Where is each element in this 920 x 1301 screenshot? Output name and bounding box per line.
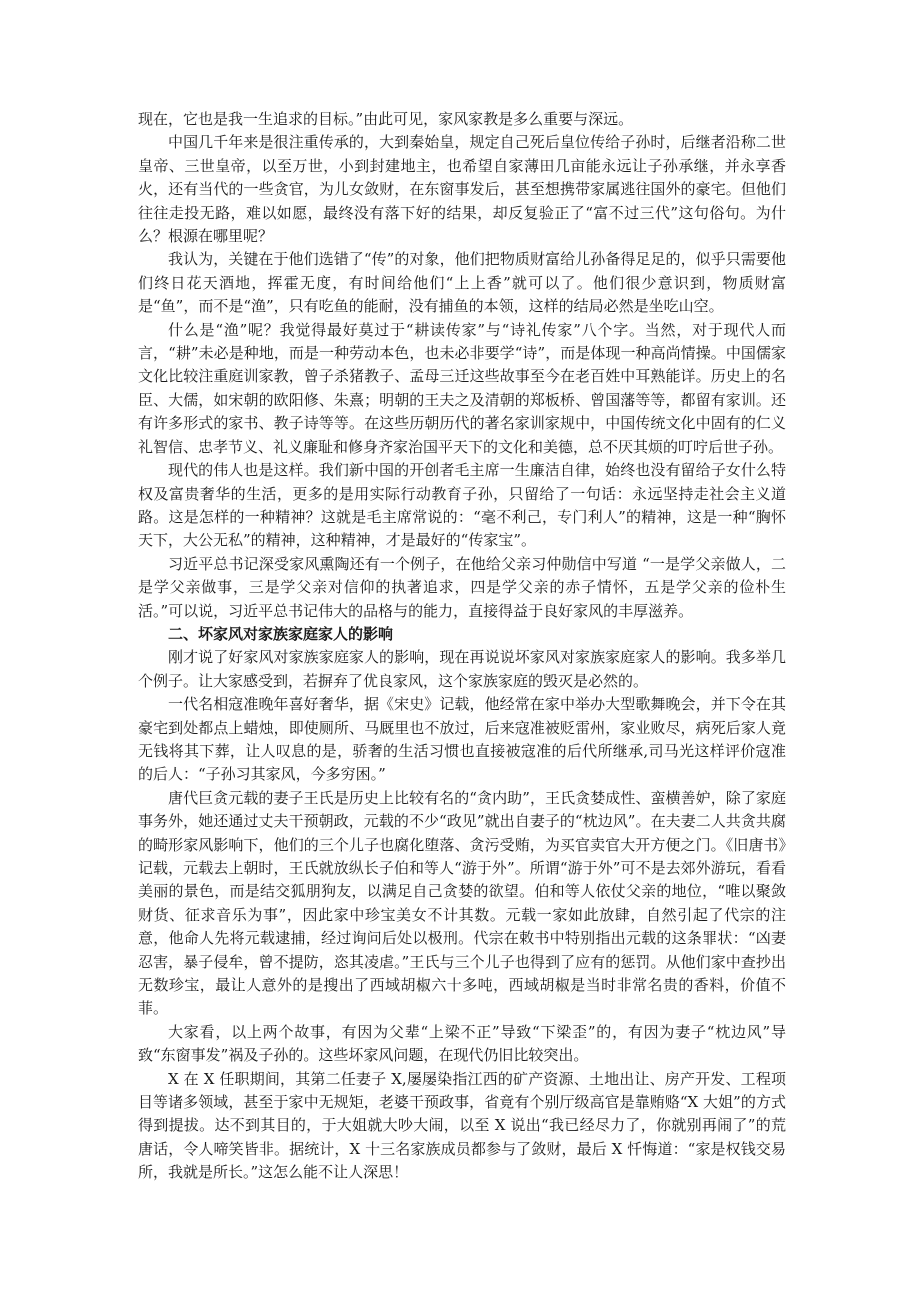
paragraph: 现代的伟人也是这样。我们新中国的开创者毛主席一生廉洁自律，始终也没有留给子女什么特权及富贵奢华的生活，更多的是用实际行动教育子孙，只留给了一句话：永远坚持走社会主义道路。这是怎样的一种精神？这就是毛主席常说的：“毫不利己，专门利人”的精神，这是一种“胸怀天下，大公无私”的精神，这种精神，才是最好的“传家宝”。: [138, 461, 786, 550]
paragraph: 我认为，关键在于他们选错了“传”的对象，他们把物质财富给儿孙备得足足的，似乎只需要他们终日花天酒地，挥霍无度，有时间给他们“上上香”就可以了。他们很少意识到，物质财富是“鱼”，而不是“渔”，只有吃鱼的能耐，没有捕鱼的本领，这样的结局必然是坐吃山空。: [138, 250, 786, 316]
paragraph: 唐代巨贪元载的妻子王氏是历史上比较有名的“贪内助”，王氏贪婪成性、蛮横善妒，除了家庭事务外，她还通过丈夫干预朝政，元载的不少“政见”就出自妻子的“枕边风”。在夫妻二人共贪共腐的畸形家风影响下，他们的三个儿子也腐化堕落、贪污受贿，为买官卖官大开方便之门。《旧唐书》记载，元载去上朝时，王氏就放纵长子伯和等人“游于外”。所谓“游于外”可不是去郊外游玩，看看美丽的景色，而是结交狐朋狗友，以满足自己贪婪的欲望。伯和等人依仗父亲的地位，“唯以聚敛财货、征求音乐为事”，因此家中珍宝美女不计其数。元载一家如此放肆，自然引起了代宗的注意，他命人先将元载逮捕，经过询问后处以极刑。代宗在敕书中特别指出元载的这条罪状：“凶妻忍害，暴子侵牟，曾不提防，恣其凌虐。”王氏与三个儿子也得到了应有的惩罚。从他们家中查抄出无数珍宝，最让人意外的是搜出了西域胡椒六十多吨，西域胡椒是当时非常名贵的香料，价值不菲。: [138, 788, 786, 1018]
paragraph: 大家看，以上两个故事，有因为父辈“上梁不正”导致“下梁歪”的，有因为妻子“枕边风”导致“东窗事发”祸及子孙的。这些坏家风问题，在现代仍旧比较突出。: [138, 1022, 786, 1065]
paragraph: X 在 X 任职期间，其第二任妻子 X,屡屡染指江西的矿产资源、土地出让、房产开发、工程项目等诸多领域，甚至于家中无规矩，老婆干预政事，省竟有个别厅级高官是靠贿赂“X 大姐”的方式得到提拔。达不到其目的，于大姐就大吵大闹，以至 X 说出“我已经尽力了，你就别再闹了”的荒唐话，令人啼笑皆非。据统计，X 十三名家族成员都参与了敛财，最后 X 忏悔道：“家是权钱交易所，我就是所长。”这怎么能不让人深思！: [138, 1069, 786, 1182]
paragraph: 一代名相寇准晚年喜好奢华，据《宋史》记载，他经常在家中举办大型歌舞晚会，并下令在其豪宅到处都点上蜡烛，即使厕所、马厩里也不放过，后来寇准被贬雷州，家业败尽，病死后家人竟无钱将其下葬，让人叹息的是，骄奢的生活习惯也直接被寇准的后代所继承,司马光这样评价寇准的后人：“子孙习其家风，今多穷困。”: [138, 695, 786, 784]
paragraph: 习近平总书记深受家风熏陶还有一个例子，在他给父亲习仲勋信中写道 “一是学父亲做人，二是学父亲做事，三是学父亲对信仰的执著追求，四是学父亲的赤子情怀，五是学父亲的俭朴生活。”可以说，习近平总书记伟大的品格与的能力，直接得益于良好家风的丰厚滋养。: [138, 554, 786, 620]
document-body: [138, 108, 786, 1185]
section-heading: 二、坏家风对家族家庭家人的影响: [168, 624, 394, 643]
paragraph: 什么是“渔”呢？我觉得最好莫过于“耕读传家”与“诗礼传家”八个字。当然，对于现代人而言，“耕”未必是种地，而是一种劳动本色，也未必非要学“诗”，而是体现一种高尚情操。中国儒家文化比较注重庭训家教，曾子杀猪教子、孟母三迁这些故事至今在老百姓中耳熟能详。历史上的名臣、大儒，如宋朝的欧阳修、朱熹；明朝的王夫之及清朝的郑板桥、曾国藩等等，都留有家训。还有许多形式的家书、教子诗等等。在这些历朝历代的著名家训家规中，中国传统文化中固有的仁义礼智信、忠孝节义、礼义廉耻和修身齐家治国平天下的文化和美德，总不厌其烦的叮咛后世子孙。: [138, 320, 786, 456]
paragraph: 中国几千年来是很注重传承的，大到秦始皇，规定自己死后皇位传给子孙时，后继者沿称二世皇帝、三世皇帝，以至万世，小到封建地主，也希望自家薄田几亩能永远让子孙承继，并永享香火，还有当代的一些贪官，为儿女敛财，在东窗事发后，甚至想携带家属逃往国外的豪宅。但他们往往走投无路，难以如愿，最终没有落下好的结果，却反复验正了“富不过三代”这句俗句。为什么？根源在哪里呢？: [138, 133, 786, 246]
paragraph: 刚才说了好家风对家族家庭家人的影响，现在再说说坏家风对家族家庭家人的影响。我多举几个例子。让大家感受到，若摒弃了优良家风，这个家族家庭的毁灭是必然的。: [138, 648, 786, 690]
paragraph: 现在，它也是我一生追求的目标。”由此可见，家风家教是多么重要与深远。: [138, 110, 634, 128]
